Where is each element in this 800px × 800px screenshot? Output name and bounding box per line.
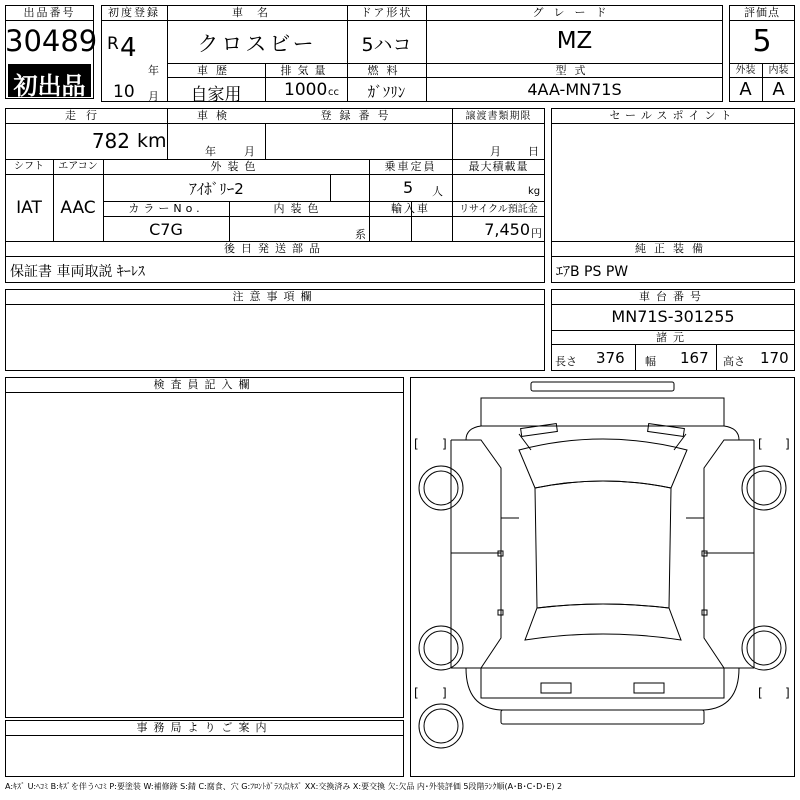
model-code-label: 型式 <box>555 64 594 77</box>
max-load-label: 最大積載量 <box>468 160 529 173</box>
history-value: 自家用 <box>190 85 242 105</box>
height-value: 170 <box>760 349 789 367</box>
chassis-number: MN71S-301255 <box>611 307 735 326</box>
notes-label: 注意事項欄 <box>232 290 318 303</box>
bracket-front-left-close: ] <box>442 437 447 451</box>
damage-legend: A:ｷｽﾞ U:ﾍｺﾐ B:ｷｽﾞを伴うﾍｺﾐ P:要塗装 W:補修跡 S:錆 C:腐食、穴 G:ﾌﾛﾝﾄｶﾞﾗｽ点ｷｽﾞ XX:交換済み X:要交換 欠:欠品 内･外装評価 5段階ﾗﾝｸ順(A･B･C･D･E) 2 <box>5 782 563 791</box>
bracket-rear-left-open: [ <box>414 686 419 700</box>
car-name-label: 車名 <box>232 6 282 19</box>
displacement-label: 排気量 <box>280 64 332 77</box>
aircon-value: AAC <box>60 198 96 218</box>
import-label: 輸入車 <box>391 202 430 215</box>
lot-number: 30489 <box>5 24 98 58</box>
bracket-front-right-open: [ <box>758 437 763 451</box>
transfer-label: 譲渡書類期限 <box>465 111 532 122</box>
ext-color-label: 外装色 <box>210 160 262 173</box>
displacement-unit: cc <box>328 87 339 98</box>
capacity-label: 乗車定員 <box>384 160 437 173</box>
genuine-label: 純正装備 <box>635 242 711 255</box>
specs-label: 諸元 <box>656 331 690 344</box>
inspector-label: 検査員記入欄 <box>153 378 256 391</box>
int-color-unit: 系 <box>355 228 366 241</box>
car-diagram <box>411 378 794 776</box>
mileage-value: 782 <box>91 129 130 153</box>
car-diagram-box <box>410 377 795 777</box>
first-reg-year: 4 <box>120 33 137 63</box>
width-label: 幅 <box>645 355 656 368</box>
score-label: 評価点 <box>744 6 780 19</box>
door-type: 5ハコ <box>361 34 412 56</box>
sales-points-label: セールスポイント <box>609 109 737 122</box>
door-label: ドア形状 <box>360 6 413 19</box>
shift-value: IAT <box>16 198 42 218</box>
capacity-unit: 人 <box>432 185 443 198</box>
length-value: 376 <box>596 349 625 367</box>
recycle-value: 7,450 <box>484 220 530 239</box>
model-code-value: 4AA-MN71S <box>527 80 622 99</box>
mileage-label: 走行 <box>65 109 107 122</box>
transfer-month-unit: 月 <box>490 145 501 158</box>
color-no-label: カラーNo. <box>128 202 204 215</box>
inspector-box <box>5 377 404 718</box>
score-value: 5 <box>752 24 772 59</box>
exterior-label: 外装 <box>735 65 756 76</box>
car-name: クロスビー <box>197 32 317 56</box>
max-load-unit: kg <box>528 186 541 197</box>
interior-score: A <box>772 79 785 100</box>
recycle-label: リサイクル預託金 <box>459 204 538 215</box>
first-reg-era: R <box>107 34 119 54</box>
ext-color-value: ｱｲﾎﾞﾘｰ2 <box>189 180 244 198</box>
inspection-label: 車検 <box>197 109 235 122</box>
later-parts-label: 後日発送部品 <box>224 242 326 255</box>
fuel-label: 燃料 <box>367 64 406 77</box>
chassis-label: 車台番号 <box>639 290 707 303</box>
bracket-rear-left-close: ] <box>442 686 447 700</box>
bracket-rear-right-open: [ <box>758 686 763 700</box>
int-color-label: 内装色 <box>273 202 325 215</box>
capacity-value: 5 <box>403 178 414 197</box>
grade-label: グレード <box>532 6 617 19</box>
exterior-score: A <box>739 79 752 100</box>
color-no-value: C7G <box>149 220 183 239</box>
aircon-label: エアコン <box>58 161 98 172</box>
displacement-value: 1000 <box>284 80 328 100</box>
registration-label: 登録番号 <box>320 109 397 122</box>
first-reg-label: 初度登録 <box>108 6 160 19</box>
first-reg-month: 10 <box>113 82 135 102</box>
history-label: 車歴 <box>197 64 235 77</box>
inspection-month-unit: 月 <box>244 145 255 158</box>
first-listing-text: 初出品 <box>13 72 86 100</box>
interior-label: 内装 <box>768 65 789 76</box>
later-parts-value: 保証書 車両取説 ｷｰﾚｽ <box>10 264 145 280</box>
width-value: 167 <box>680 349 709 367</box>
inspection-year-unit: 年 <box>205 145 216 158</box>
office-label: 事務局よりご案内 <box>136 721 273 734</box>
bracket-front-left-open: [ <box>414 437 419 451</box>
mileage-unit: km <box>137 130 167 152</box>
first-reg-month-unit: 月 <box>148 90 159 103</box>
bracket-front-right-close: ] <box>785 437 790 451</box>
recycle-unit: 円 <box>531 227 542 240</box>
length-label: 長さ <box>555 355 577 368</box>
height-label: 高さ <box>723 355 745 368</box>
shift-label: シフト <box>14 161 44 172</box>
first-reg-year-unit: 年 <box>148 64 159 77</box>
transfer-day-unit: 日 <box>528 145 539 158</box>
lot-number-label: 出品番号 <box>23 6 76 19</box>
grade-value: MZ <box>556 28 593 54</box>
fuel-value: ｶﾞｿﾘﾝ <box>367 83 406 101</box>
genuine-value: ｴｱB PS PW <box>556 264 629 280</box>
bracket-rear-right-close: ] <box>785 686 790 700</box>
